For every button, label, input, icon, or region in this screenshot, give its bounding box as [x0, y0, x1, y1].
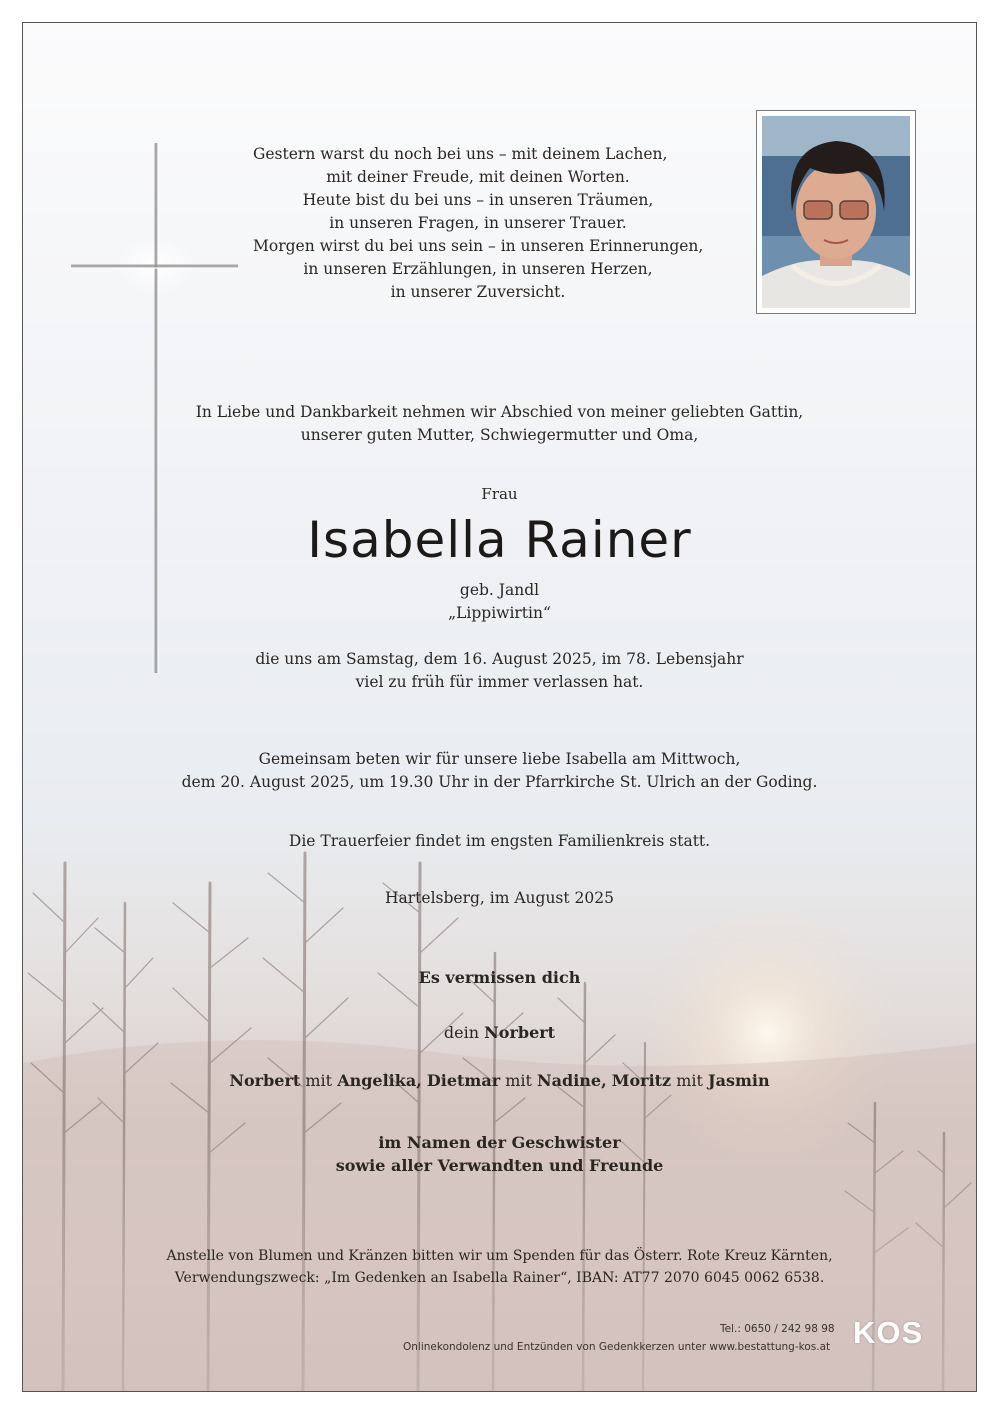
online-condolence-link[interactable]: Onlinekondolenz und Entzünden von Gedenkkerzen unter www.bestattung-kos.at — [403, 1341, 831, 1353]
spouse-name: Norbert — [484, 1023, 556, 1042]
place-date: Hartelsberg, im August 2025 — [385, 889, 614, 907]
poem-line: mit deiner Freude, mit deinen Worten. — [326, 168, 630, 186]
death-notice-line: viel zu früh für immer verlassen hat. — [355, 673, 644, 691]
portrait-image — [762, 116, 910, 308]
death-notice — [23, 648, 976, 694]
child-name: Norbert — [229, 1071, 301, 1090]
poem-line: in unseren Fragen, in unserer Trauer. — [329, 214, 627, 232]
poem-line: Gestern warst du noch bei uns – mit deinem Lachen, — [253, 145, 668, 163]
spouse-prefix: dein — [443, 1023, 480, 1042]
poem-line: in unserer Zuversicht. — [390, 283, 566, 301]
poem-line: in unseren Erzählungen, in unseren Herzen, — [303, 260, 653, 278]
connector: mit — [676, 1071, 703, 1090]
connector: mit — [305, 1071, 333, 1090]
relatives-line: sowie aller Verwandten und Freunde — [335, 1156, 664, 1175]
intro-line: unserer guten Mutter, Schwiegermutter und Oma, — [300, 426, 699, 444]
relatives-line: im Namen der Geschwister — [378, 1133, 621, 1152]
ceremony-notice: Die Trauerfeier findet im engsten Familienkreis statt. — [288, 832, 711, 850]
intro-line: In Liebe und Dankbarkeit nehmen wir Abschied von meiner geliebten Gattin, — [195, 403, 804, 421]
funeral-home-logo: KOS — [853, 1315, 924, 1350]
birth-name: geb. Jandl — [459, 581, 540, 599]
poem-line: Heute bist du bei uns – in unseren Träumen, — [302, 191, 654, 209]
prayer-line: dem 20. August 2025, um 19.30 Uhr in der Pfarrkirche St. Ulrich an der Goding. — [181, 773, 818, 791]
partner-name: Jasmin — [708, 1071, 770, 1090]
prayer-line: Gemeinsam beten wir für unsere liebe Isabella am Mittwoch, — [258, 750, 741, 768]
partner-name: Nadine, — [537, 1071, 607, 1090]
poem — [253, 143, 703, 304]
relatives-block — [23, 1131, 976, 1177]
intro-text — [23, 401, 976, 447]
portrait-photo — [756, 110, 916, 314]
children-line — [23, 1071, 976, 1090]
salutation: Frau — [481, 485, 518, 503]
donation-notice — [23, 1245, 976, 1289]
donation-line: Anstelle von Blumen und Kränzen bitten wir um Spenden für das Österr. Rote Kreuz Kärnten, — [166, 1248, 833, 1264]
phone-number: Tel.: 0650 / 242 98 98 — [720, 1323, 835, 1335]
connector: mit — [505, 1071, 532, 1090]
partner-name: Angelika, — [337, 1071, 422, 1090]
spouse-line — [23, 1023, 976, 1042]
parte-sheet — [22, 22, 977, 1392]
poem-line: Morgen wirst du bei uns sein – in unseren Erinnerungen, — [253, 237, 704, 255]
missed-by-heading: Es vermissen dich — [418, 968, 581, 987]
nickname: „Lippiwirtin“ — [448, 604, 551, 622]
child-name: Dietmar — [426, 1071, 501, 1090]
death-notice-line: die uns am Samstag, dem 16. August 2025, im 78. Lebensjahr — [255, 650, 744, 668]
deceased-name: Isabella Rainer — [307, 511, 692, 569]
child-name: Moritz — [611, 1071, 672, 1090]
prayer-notice — [23, 748, 976, 794]
donation-line: Verwendungszweck: „Im Gedenken an Isabella Rainer“, IBAN: AT77 2070 6045 0062 6538. — [174, 1270, 825, 1286]
